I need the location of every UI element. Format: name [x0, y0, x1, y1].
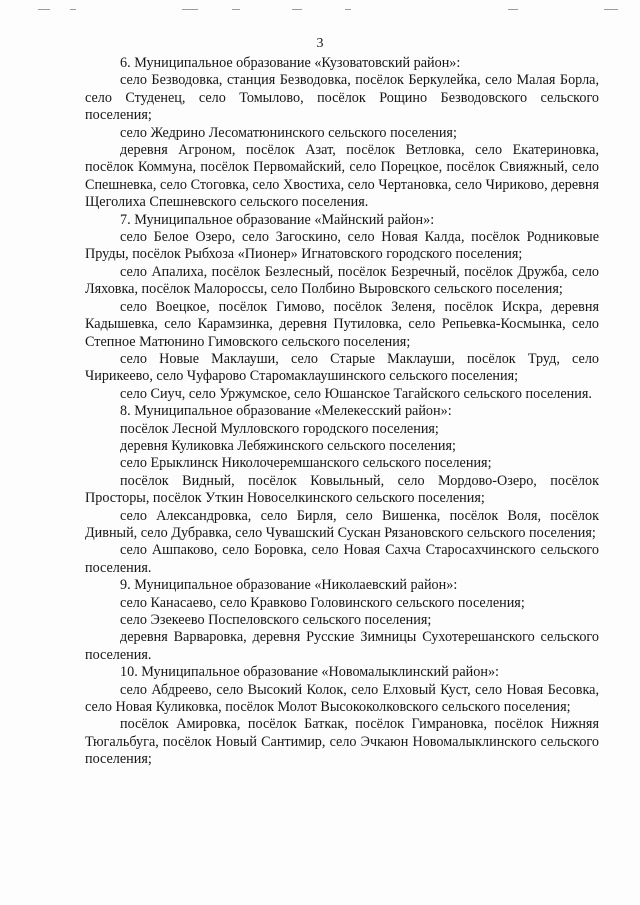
paragraph: посёлок Амировка, посёлок Баткак, посёлок Гимрановка, посёлок Нижняя Тюгальбуга, посёлок Новый Сантимир, село Эчкаюн Новомалыклинского сельского поселения;	[85, 716, 599, 768]
paragraph: село Апалиха, посёлок Безлесный, посёлок Безречный, посёлок Дружба, село Ляховка, посёлок Малороссы, село Полбино Выровского сельского поселения;	[85, 263, 599, 298]
section-heading: 10. Муниципальное образование «Новомалыклинский район»:	[120, 664, 499, 681]
paragraph: село Новые Маклауши, село Старые Маклауши, посёлок Труд, село Чирикеево, село Чуфарово Старомаклаушинского сельского поселения;	[85, 350, 599, 385]
document-body	[85, 55, 599, 769]
paragraph: село Сиуч, село Уржумское, село Юшанское Тагайского сельского поселения.	[120, 385, 592, 402]
page-number: 3	[316, 36, 324, 51]
paragraph: деревня Варваровка, деревня Русские Зимницы Сухотерешанского сельского поселения.	[85, 629, 599, 663]
scan-artifacts	[0, 9, 640, 13]
paragraph: село Безводовка, станция Безводовка, посёлок Беркулейка, село Малая Борла, село Студенец, село Томылово, посёлок Рощино Безводовского сельского поселения;	[85, 72, 599, 124]
paragraph: деревня Агроном, посёлок Азат, посёлок Ветловка, село Екатериновка, посёлок Коммуна, посёлок Первомайский, село Порецкое, посёлок Свияжный, село Спешневка, село Стоговка, село Хвостиха, село Чертановка, село Чириково, деревня Щеголиха Спешневского сельского поселения.	[85, 142, 599, 211]
paragraph: село Ерыклинск Николочеремшанского сельского поселения;	[120, 455, 492, 472]
paragraph: село Воецкое, посёлок Гимово, посёлок Зеленя, посёлок Искра, деревня Кадышевка, село Карамзинка, деревня Путиловка, село Репьевка-Космынка, село Степное Матюнино Гимовского сельского поселения;	[85, 298, 599, 350]
section-heading: 7. Муниципальное образование «Майнский район»:	[120, 211, 435, 228]
paragraph: село Эзекеево Поспеловского сельского поселения;	[120, 612, 432, 628]
paragraph: село Канасаево, село Кравково Головинского сельского поселения;	[120, 594, 525, 611]
section-heading: 8. Муниципальное образование «Мелекесский район»:	[120, 403, 452, 420]
paragraph: село Александровка, село Бирля, село Вишенка, посёлок Воля, посёлок Дивный, село Дубравка, село Чувашский Сускан Рязановского сельского поселения;	[85, 507, 599, 541]
paragraph: село Абдреево, село Высокий Колок, село Елховый Куст, село Новая Бесовка, село Новая Куликовка, посёлок Молот Высококолковского сельского поселения;	[85, 681, 599, 716]
paragraph: посёлок Видный, посёлок Ковыльный, село Мордово-Озеро, посёлок Просторы, посёлок Уткин Новоселкинского сельского поселения;	[85, 472, 599, 507]
section-heading: 9. Муниципальное образование «Николаевский район»:	[120, 577, 458, 594]
paragraph: деревня Куликовка Лебяжинского сельского поселения;	[120, 437, 456, 454]
paragraph: село Жедрино Лесоматюнинского сельского поселения;	[120, 124, 457, 141]
paragraph: село Ашпаково, село Боровка, село Новая Сахча Старосахчинского сельского поселения.	[85, 542, 599, 576]
section-heading: 6. Муниципальное образование «Кузоватовский район»:	[120, 55, 461, 71]
paragraph: посёлок Лесной Мулловского городского поселения;	[120, 420, 439, 437]
paragraph: село Белое Озеро, село Загоскино, село Новая Калда, посёлок Родниковые Пруды, посёлок Рыбхоза «Пионер» Игнатовского городского поселения;	[85, 229, 599, 263]
